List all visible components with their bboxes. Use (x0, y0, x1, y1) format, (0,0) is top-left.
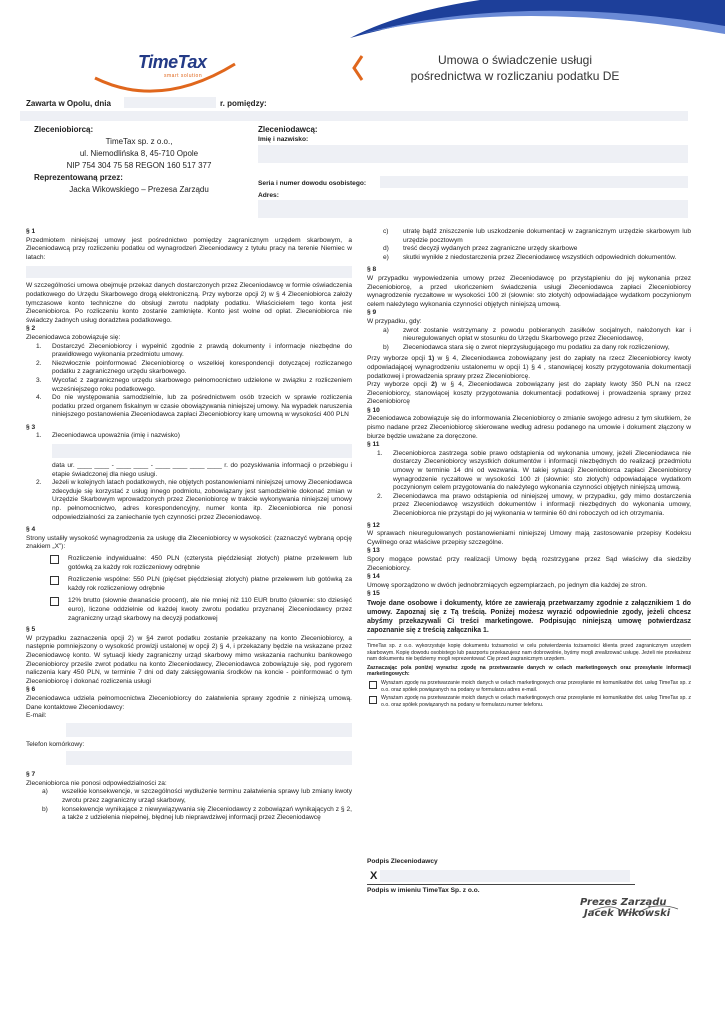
consent-box (367, 639, 691, 708)
header-separator-band (20, 111, 688, 121)
s3-title: § 3 (26, 423, 36, 431)
s12-p: W sprawach nieuregulowanych postanowieniami niniejszej Umowy mają zastosowanie przepisy Kodeksu Cywilnego oraz właściwe przepisy szczególne. (367, 530, 691, 546)
s7-item: e) skutki wynikłe z niedostarczenia przez Zleceniodawcę wszystkich odpowiednich dokumentów. (383, 253, 677, 261)
s7-item: d) treść decyzji wydanych przez zagraniczne urzędy skarbowe (383, 245, 578, 253)
title-line-2: pośrednictwa w rozliczaniu podatku DE (410, 69, 620, 83)
s3-item: 2. Jeżeli w kolejnych latach podatkowych, nie objętych postanowieniami niniejszej umowy Zleceniodawca zdecyduje się korzystać z usług innego podmiotu, zobowiązany jest samodzielnie dokonać zmian w Urzędzie Skarbowym wprowadzonych przez Zleceniobiorcę w trakcie wykonywania niniejszej umowy np. pełnomocnictwo, adres korespondencyjny, numer konta itp. Zleceniobiorca nie ponosi odpowiedzialności za zaniechanie tych czynności przez Zleceniodawcę. (36, 479, 352, 521)
contractor-address: ul. Niemodlińska 8, 45-710 Opole (79, 149, 199, 158)
s1-p2: W szczególności umowa obejmuje przekaz danych dostarczonych przez Zleceniodawcę w formie oświadczenia podatkowego do Urzędu Skarbowego drogą elektroniczną. Przy wyborze opcji 2) w § 4 Zleceniobiorca założy tymczasowe konto techniczne do obsługi zwrotu nadpłaty podatku. Właścicielem tego konta jest Zleceniobiorca. Po rozliczeniu konto zostanie zamknięte. Konto jest wolne od opłat. Zleceniobiorca nie świadczy żadnych usług doradztwa podatkowego. (26, 282, 352, 324)
signature-line (367, 884, 635, 885)
s11-item: 1. Zleceniobiorca zastrzega sobie prawo odstąpienia od wykonania umowy, jeżeli Zleceniodawca nie dostarczy Zleceniobiorcy wszystkich dokumentów i informacji niezbędnych do realizacji przedmiotu umowy w terminie 14 dni od wezwania. W takiej sytuacji Zleceniobiorca zapłaci Zleceniobiorcy wynagrodzenie ryczałtowe w wysokości 100 zł (słownie: sto złotych) odpowiadające wydatkom poczynionym celem przygotowania do należytego wykonania czynności objętych niniejszą umową. (377, 449, 691, 492)
s12-title: § 12 (367, 521, 380, 529)
right-column (367, 228, 691, 708)
s2-item: 3. Wycofać z zagranicznego urzędu skarbowego pełnomocnictwo udzielone w związku z rozliczeniem wcześniejszego roku podatkowego. (36, 376, 352, 393)
client-signature-field[interactable] (380, 870, 630, 882)
s9-item: a) zwrot zostanie wstrzymany z powodu pobieranych zasiłków socjalnych, nałożonych kar i nieuregulowanych opłat w stosunku do Urzędu Skarbowego przez Zleceniodawcę, (383, 326, 691, 343)
authorized-person-field[interactable] (52, 444, 352, 458)
s1-p1: Przedmiotem niniejszej umowy jest pośrednictwo pomiędzy zagranicznym urzędem skarbowym, a Zleceniodawcą przy rozliczeniu podatku od wynagrodzeń Zleceniodawcy z tytułu pracy na terenie Niemiec w latach: (26, 236, 352, 261)
s1-title: § 1 (26, 228, 36, 235)
s5-p: W przypadku zaznaczenia opcji 2) w §4 zwrot podatku zostanie przekazany na konto Zleceniobiorcy, a następnie pomniejszony o wysokość prowizji ustalonej w opcji 2) § 4, i przekazany będzie na wskazane przez Zleceniodawcę konto. W sytuacji kiedy zagraniczny urząd skarbowy mimo wskazania rachunku bankowego Zleceniobiorcy prześle zwrot podatku na konto Zleceniodawcy, Zleceniodawca zobowiązuje się, pod rygorem naliczenia kary 450 PLN, w terminie 7 dni od daty zaksięgowania środków na koncie - poinformować o tym Zleceniobiorcę i dokonać rozliczenia usługi (26, 634, 352, 685)
s8-p: W przypadku wypowiedzenia umowy przez Zleceniodawcę po przystąpieniu do jej wykonania przez Zleceniobiorcę, a przed ukończeniem świadczenia usługi Zleceniodawca zapłaci Zleceniobiorcy wynagrodzenie ryczałtowe w wysokości 100 zł (słownie: sto złotych) odpowiadające wydatkom poczynionym celem należytego wykonania czynności objętych niniejszą umową. (367, 274, 691, 308)
company-logo (118, 47, 230, 87)
contractor-name: TimeTax sp. z o.o., (105, 137, 173, 146)
contractor-details (34, 136, 244, 172)
between-label: r. pomiędzy: (220, 99, 267, 108)
s2-title: § 2 (26, 325, 36, 333)
s7-list (26, 788, 352, 822)
s3-item: 1. Zleceniodawca upoważnia (imię i nazwisko) (36, 432, 180, 440)
company-stamp-signature (580, 897, 690, 919)
client-address-label: Adres: (258, 192, 279, 199)
contractor-heading: Zleceniobiorcą: (34, 125, 94, 134)
representative-name: Jacka Wikowskiego – Prezesa Zarządu (69, 185, 209, 194)
stamp-name: Jacek Wikowski (584, 908, 671, 919)
client-name-label: Imię i nazwisko: (258, 136, 309, 143)
s2-item: 2. Niezwłocznie poinformować Zleceniobiorcę o wszelkiej korespondencji dotyczącej rozliczanego podatku z zagranicznego urzędu skarbowego. (36, 359, 352, 376)
fee-option-3[interactable]: 12% brutto (słownie dwanaście procent), ale nie mniej niż 110 EUR brutto (słownie: sto dziesięć euro), liczone oddzielnie od każdej kwoty zwrotu podatku przyznanej Zleceniodawcy przez zagraniczny urząd skarbowy na decyzji podatkowej (26, 597, 352, 623)
s7-list-cont (367, 228, 691, 262)
s11-item: 2. Zleceniodawca ma prawo odstąpienia od niniejszej umowy, w przypadku, gdy mimo dostarczenia przez Zleceniodawcę wszystkich dokumentów i informacji niezbędnych do wykonania umowy, Zleceniobiorca nie przystąpi do jej wykonania w terminie 60 dni roboczych od ich otrzymania. (377, 492, 691, 517)
consent-phone-option[interactable]: Wyrażam zgodę na przetwarzanie moich danych w celach marketingowych oraz przesyłanie mi komunikatów dot. usług TimeTax sp. z o.o. oraz spółek powiązanych na podany w formularzu numer telefonu. (367, 695, 691, 708)
s2-lead: Zleceniodawca zobowiązuje się: (26, 333, 121, 341)
consent-email-option[interactable]: Wyrażam zgodę na przetwarzanie moich danych w celach marketingowych oraz przesyłanie mi komunikatów dot. usług TimeTax sp. z o.o. oraz spółek powiązanych na podany w formularzu adres e-mail. (367, 680, 691, 693)
logo-tagline: smart solution (164, 73, 203, 79)
s7-item: b) konsekwencje wynikające z niewywiązywania się Zleceniodawcy z zobowiązań wynikających z § 2, a także z udzielenia niepełnej, błędnej lub nieprawdziwej informacji przez Zleceniodawcę (42, 805, 352, 822)
s9-title: § 9 (367, 309, 377, 317)
s13-title: § 13 (367, 547, 380, 555)
s7-item: a) wszelkie konsekwencje, w szczególności wydłużenie terminu załatwienia sprawy lub zmiany kwoty zwrotu przez zagraniczny urząd skarbowy, (42, 788, 352, 805)
s7-item: c) utratę bądź zniszczenie lub uszkodzenie dokumentacji w zagranicznym urzędzie skarbowym lub urzędzie pocztowym (383, 228, 691, 244)
s11-title: § 11 (367, 441, 380, 449)
s7-lead: Zleceniobiorca nie ponosi odpowiedzialności za: (26, 779, 167, 787)
client-id-field[interactable] (380, 176, 688, 188)
s2-item: 4. Do nie występowania samodzielnie, lub za pośrednictwem osób trzecich w sprawie rozliczenia podatku przed organem fiskalnym w czasie obowiązywania niniejszej umowy. Na wypadek naruszenia niniejszego postanowienia Zleceniodawca zapłaci Zleceniobiorcy karę umowną w wysokości 400 PLN (36, 394, 352, 419)
email-label: E-mail: (26, 712, 47, 720)
s9-list (367, 327, 691, 353)
s4-lead: Strony ustaliły wysokość wynagrodzenia za usługę dla Zleceniobiorcy w wysokości: (zaznaczyć wybraną opcję znakiem „X”): (26, 534, 352, 551)
client-id-label: Seria i numer dowodu osobistego: (258, 180, 367, 187)
consent-heading: Zaznaczając pola poniżej wyrazisz zgodę na przetwarzanie danych w celach marketingowych oraz przesyłanie informacji marketingowych: (367, 664, 691, 678)
document-title (380, 52, 650, 84)
client-heading: Zleceniodawcą: (258, 125, 318, 134)
s10-title: § 10 (367, 406, 380, 414)
tax-years-field[interactable] (26, 266, 352, 278)
handwritten-signature-scribble (590, 901, 680, 915)
s2-item: 1. Dostarczyć Zleceniobiorcy i wypełnić zgodnie z prawdą dokumenty i informacje niezbędne do prawidłowego wykonania przedmiotu umowy. (36, 342, 352, 359)
consent-email-checkbox[interactable] (369, 681, 377, 689)
email-field[interactable] (66, 723, 352, 737)
s7-title: § 7 (26, 771, 36, 779)
contract-date-field[interactable] (124, 97, 216, 108)
s3-list-2 (26, 479, 352, 522)
s13-p: Spory mogące powstać przy realizacji Umowy będą rozstrzygane przez Sąd właściwy dla siedziby Zleceniobiorcy. (367, 555, 691, 572)
s6-p: Zleceniodawca udziela pełnomocnictwa Zleceniobiorcy do załatwienia sprawy zgodnie z niniejszą umową. Dane kontaktowe Zleceniodawcy: (26, 694, 352, 711)
s14-p: Umowę sporządzono w dwóch jednobrzmiących egzemplarzach, po jednym dla każdej ze stron. (367, 581, 648, 589)
s9-p1: Przy wyborze opcji 1) w § 4, Zleceniodawca zobowiązany jest do zapłaty na rzecz Zleceniobiorcy kwoty odpowiadającej wynagrodzeniu ustalonemu w opcji 1) § 4 , stanowiącej koszty przygotowania dokumentacji podatkowej i prowadzenia sprawy przez Zleceniobiorcę. (367, 355, 691, 380)
s3-birthdate-line: data ur. ____ ____ - ____ ____ - ____ ____ ____ ____ r. do pozyskiwania informacji o przebiegu i etapie świadczonej dla niego usługi. (52, 462, 352, 478)
phone-label: Telefon komórkowy: (26, 740, 85, 748)
consent-phone-checkbox[interactable] (369, 696, 377, 704)
s9-lead: W przypadku, gdy: (367, 317, 422, 325)
fee-option-2[interactable]: Rozliczenie wspólne: 550 PLN (pięćset pięćdziesiąt złotych) płatne przelewem lub gotówką za każdy rok rozliczeniowy odrębnie (26, 576, 352, 593)
title-line-1: Umowa o świadczenie usługi (437, 53, 593, 67)
phone-field[interactable] (66, 751, 352, 765)
signature-x-mark: X (370, 870, 378, 882)
left-column (26, 228, 352, 823)
company-signature-label: Podpis w imieniu TimeTax Sp. z o.o. (367, 887, 480, 894)
s9-p2: Przy wyborze opcji 2) w § 4, Zleceniodawca zobowiązany jest do zapłaty kwoty 350 PLN na rzecz Zleceniobiorcy, stanowiącej koszty przygotowania dokumentacji podatkowej i prowadzenia sprawy przez Zleceniobiorcę (367, 381, 691, 406)
s3-list (26, 432, 352, 441)
place-date-label: Zawarta w Opolu, dnia (26, 99, 111, 108)
s10-p: Zleceniodawca zobowiązuje się do informowania Zleceniobiorcy o zmianie swojego adresu z tym skutkiem, że pismo nadane przez Zleceniobiorcę skierowane według adresu podanego na umowie i dokument złączony w biurze będzie uważane za doręczone. (367, 415, 691, 440)
logo-text: TimeTax (138, 52, 207, 72)
s15-p: Twoje dane osobowe i dokumenty, które ze zawierają przetwarzamy zgodnie z załącznikiem 1 do umowy. Zapoznaj się z Tą treścią. Poniżej możesz wyrazić odpowiednie zgody, jeżeli chcesz abyśmy przekazywali Ci treści marketingowe. Podpisując niniejszą umowę potwierdzasz zapoznanie się z treścią załącznika 1. (367, 599, 691, 634)
s6-title: § 6 (26, 686, 36, 694)
s8-title: § 8 (367, 266, 377, 274)
s5-title: § 5 (26, 626, 36, 634)
client-signature-label: Podpis Zleceniodawcy (367, 858, 438, 865)
s9-item: b) Zleceniodawca stara się o zwrot nieprzysługującego mu podatku za dany rok rozliczeniowy, (383, 343, 670, 351)
s4-title: § 4 (26, 526, 36, 534)
contractor-ids: NIP 754 304 75 58 REGON 160 517 377 (66, 161, 212, 170)
fee-option-1[interactable]: Rozliczenie indywidualne: 450 PLN (czterysta pięćdziesiąt złotych) płatne przelewem lub gotówką za każdy rok rozliczeniowy odrębnie (26, 555, 352, 572)
checkbox-option-2[interactable] (50, 576, 59, 585)
s2-list (26, 343, 352, 420)
id-copy-note: TimeTax sp. z o.o. wykorzystuje kopię dokumentu tożsamości w celu potwierdzenia tożsamości klienta przed zagranicznym urzędem skarbowym. Kopię dowodu osobistego lub paszportu przekazujesz nam dobrowolnie, byśmy mogli zrealizować usługę. Jeżeli nie przekażesz nam dokumentu nie będziemy mogli reprezentować Cię przed zagranicznym urzędem. (367, 642, 691, 663)
checkbox-option-1[interactable] (50, 555, 59, 564)
s15-title: § 15 (367, 590, 380, 598)
representative-heading: Reprezentowaną przez: (34, 173, 123, 182)
stamp-title: Prezes Zarządu (580, 897, 667, 908)
s14-title: § 14 (367, 573, 380, 581)
checkbox-option-3[interactable] (50, 597, 59, 606)
client-address-field[interactable] (258, 200, 688, 218)
s11-list (367, 450, 691, 519)
client-name-field[interactable] (258, 145, 688, 163)
